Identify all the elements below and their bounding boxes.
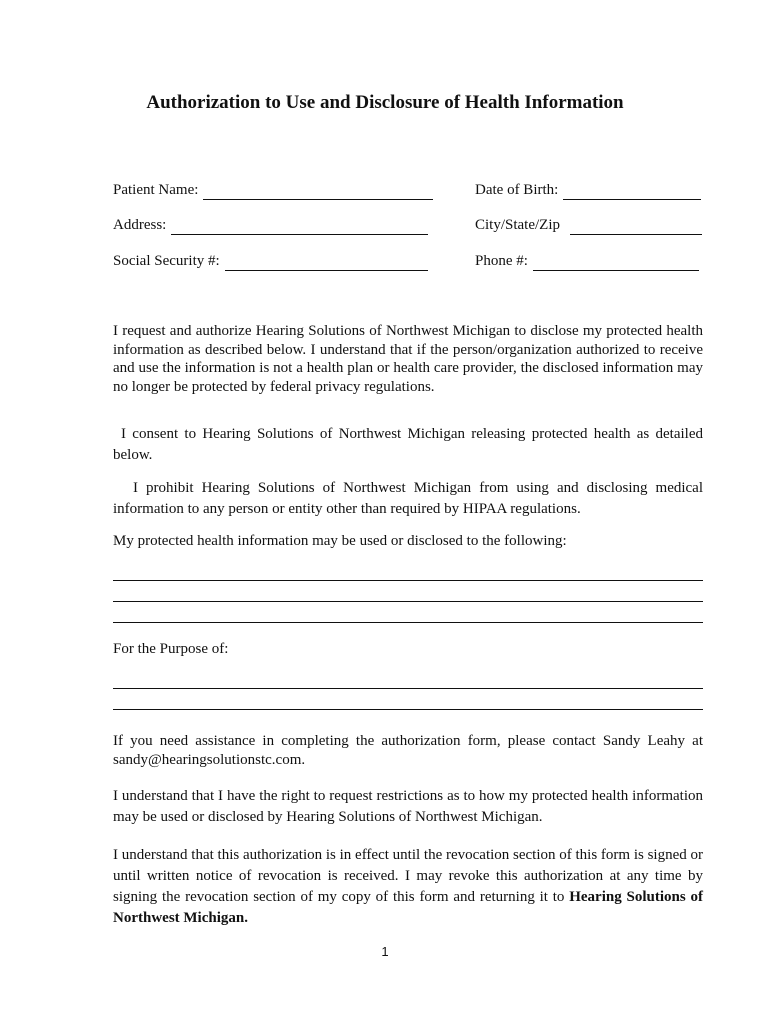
field-row-ssn-phone	[113, 251, 703, 271]
patient-name-label: Patient Name:	[113, 182, 199, 198]
ssn-blank[interactable]	[225, 254, 428, 271]
city-state-zip-label: City/State/Zip	[475, 217, 560, 233]
purpose-line-2[interactable]	[113, 709, 703, 710]
ssn-label: Social Security #:	[113, 253, 220, 269]
city-state-zip-field[interactable]	[475, 215, 702, 235]
address-field[interactable]	[113, 215, 428, 235]
assistance-paragraph: If you need assistance in completing the authorization form, please contact Sandy Leahy at sandy@hearingsolutionstc.com.	[113, 733, 703, 768]
restrictions-paragraph: I understand that I have the right to request restrictions as to how my protected health information may be used or disclosed by Hearing Solutions of Northwest Michigan.	[113, 788, 703, 825]
patient-name-blank[interactable]	[203, 183, 433, 200]
field-row-address-city	[113, 215, 703, 235]
date-of-birth-label: Date of Birth:	[475, 182, 559, 198]
disclosed-to-line-2[interactable]	[113, 601, 703, 602]
revocation-text: I understand that this authorization is in effect until the revocation section of this form is signed or until written notice of revocation is received. I may revoke this authorization at any time by signing the revocation section of my copy of this form and returning it to	[113, 847, 704, 905]
ssn-field[interactable]	[113, 251, 428, 271]
phone-field[interactable]	[475, 251, 699, 271]
phone-blank[interactable]	[533, 254, 699, 271]
revocation-org-name: Hearing Solutions of Northwest Michigan.	[113, 889, 704, 926]
consent-paragraph: I consent to Hearing Solutions of Northwest Michigan releasing protected health as detailed below.	[113, 426, 703, 463]
page-number: 1	[381, 944, 389, 959]
disclosed-to-line-3[interactable]	[113, 622, 703, 623]
purpose-label: For the Purpose of:	[113, 641, 229, 657]
city-state-zip-blank[interactable]	[570, 218, 702, 235]
request-paragraph: I request and authorize Hearing Solutions of Northwest Michigan to disclose my protected health information as described below. I understand that if the person/organization authorized to receive and use the information is not a health plan or health care provider, the disclosed information may no longer be protected by federal privacy regulations.	[113, 323, 703, 395]
disclosed-to-paragraph: My protected health information may be used or disclosed to the following:	[113, 533, 567, 549]
address-blank[interactable]	[171, 218, 428, 235]
date-of-birth-field[interactable]	[475, 180, 701, 200]
disclosed-to-line-1[interactable]	[113, 580, 703, 581]
purpose-line-1[interactable]	[113, 688, 703, 689]
patient-name-field[interactable]	[113, 180, 433, 200]
page-title: Authorization to Use and Disclosure of Health Information	[146, 92, 624, 113]
prohibit-paragraph: I prohibit Hearing Solutions of Northwest Michigan from using and disclosing medical information to any person or entity other than required by HIPAA regulations.	[113, 480, 703, 517]
field-row-name-dob	[113, 180, 703, 200]
revocation-paragraph	[113, 845, 703, 929]
phone-label: Phone #:	[475, 253, 528, 269]
address-label: Address:	[113, 217, 167, 233]
date-of-birth-blank[interactable]	[563, 183, 701, 200]
